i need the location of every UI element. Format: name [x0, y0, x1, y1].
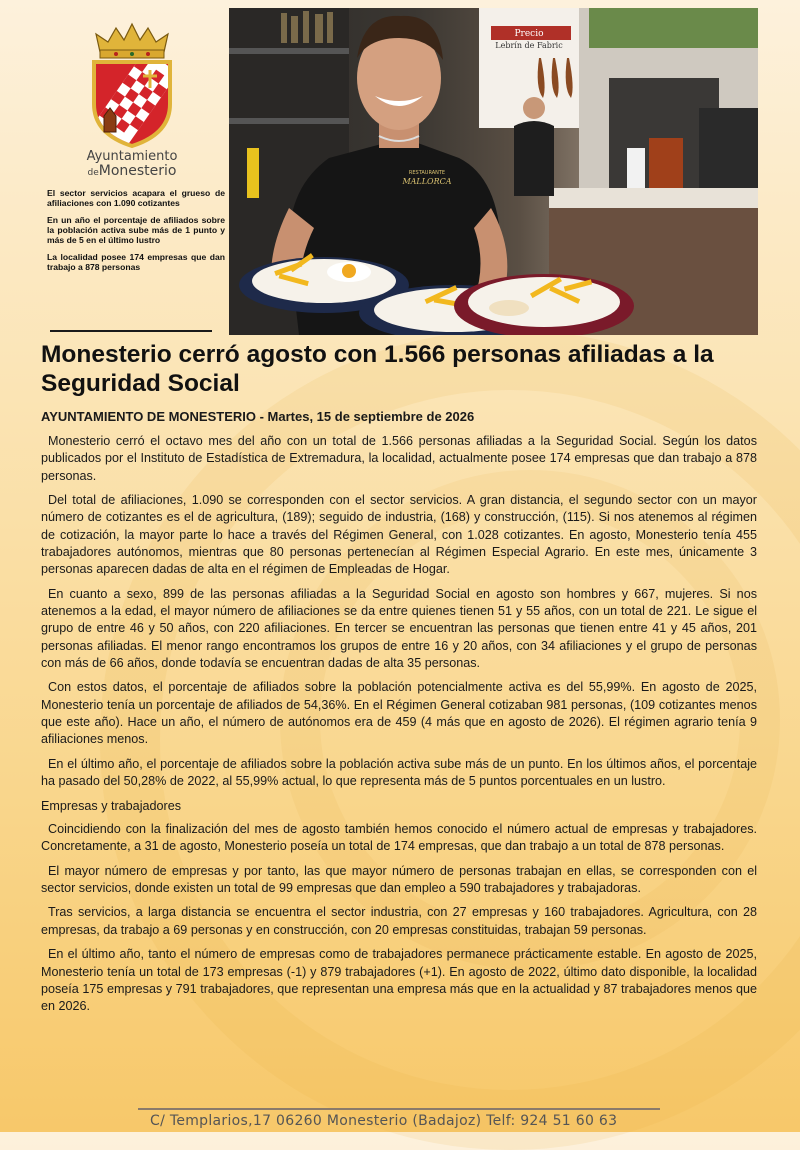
photo-badge-line-2: MALLORCA — [402, 177, 452, 186]
article-body — [41, 433, 757, 1023]
footer-address: C/ Templarios,17 06260 Monesterio (Badajoz) Telf: 924 51 60 63 — [150, 1113, 618, 1129]
highlights-sidebar — [47, 188, 225, 279]
section-subheading: Empresas y trabajadores — [41, 798, 181, 813]
sidebar-divider — [50, 330, 212, 332]
paragraph-2: Del total de afiliaciones, 1.090 se corresponden con el sector servicios. A gran distancia, el segundo sector con un mayor número de cotizantes es el de agricultura, (189); seguido de industria, (168) y construcción, (115). Si nos atenemos al régimen de cotización, la mayor parte lo hace a través del Régimen General, con 1.028 cotizantes. En agosto, Monesterio tenía 455 trabajadores autónomos, mientras que 80 personas pertenecían al Régimen Especial Agrario. En este mes, únicamente 3 personas aparecen dadas de alta en el régimen de Empleadas de Hogar. — [41, 493, 757, 577]
paragraph-4: Con estos datos, el porcentaje de afiliados sobre la población potencialmente activa es del 55,99%. En agosto de 2025, Monesterio tenía un porcentaje de afiliados de 54,36%. En el Régimen General cotizaban 981 personas, (109 cotizantes menos que este año). Hace un año, el número de autónomos era de 459 (4 más que en agosto de 2026). El régimen agrario tenía 9 afiliaciones menos. — [41, 680, 757, 747]
highlight-1: El sector servicios acapara el grueso de afiliaciones con 1.090 cotizantes — [47, 188, 225, 208]
logo-line-2-main: Monesterio — [98, 163, 177, 179]
paragraph-6: Coincidiendo con la finalización del mes de agosto también hemos conocido el número actual de empresas y trabajadores. Concretamente, a 31 de agosto, Monesterio poseía un total de 174 empresas, que dan trabajo a un total de 878 personas. — [41, 821, 757, 854]
coat-of-arms-icon — [86, 22, 178, 148]
logo-line-1: Ayuntamiento — [86, 149, 178, 164]
waiter-photo-illustration — [229, 8, 758, 335]
photo-sign-text-2: Lebrín de Fabric — [495, 41, 563, 50]
photo-sign-text: Precio — [514, 29, 544, 39]
highlight-3: La localidad posee 174 empresas que dan trabajo a 878 personas — [47, 252, 225, 272]
paragraph-9: En el último año, tanto el número de empresas como de trabajadores permanece prácticamente estable. En agosto de 2025, Monesterio tenía un total de 173 empresas (-1) y 879 trabajadores (+1). En agosto de 2022, último dato disponible, la localidad poseía 175 empresas y 791 trabajadores, que representan una empresa más que en la actualidad y 87 trabajadores menos que en 2026. — [41, 947, 757, 1014]
logo-line-2 — [52, 164, 212, 181]
paragraph-7: El mayor número de empresas y por tanto, las que mayor número de personas trabajan en ellas, se corresponden con el sector servicios, donde existen un total de 99 empresas que dan empleo a 590 trabajadores y trabajadoras. — [41, 863, 757, 895]
highlight-2: En un año el porcentaje de afiliados sobre la población activa sube más de 1 punto y más de 5 en el último lustro — [47, 215, 225, 245]
restaurant-photo — [229, 8, 758, 335]
photo-badge-line-1: RESTAURANTE — [408, 170, 446, 176]
footer-divider — [138, 1108, 660, 1110]
paragraph-1: Monesterio cerró el octavo mes del año con un total de 1.566 personas afiliadas a la Seguridad Social. Según los datos publicados por el Instituto de Estadística de Extremadura, la localidad, actualmente posee 174 empresas que dan trabajo a 878 personas. — [41, 434, 757, 483]
paragraph-8: Tras servicios, a larga distancia se encuentra el sector industria, con 27 empresas y 160 trabajadores. Agricultura, con 28 empresas, da trabajo a 69 personas y en construcción, con 20 empresas constituidas, trabajan 59 personas. — [41, 905, 757, 937]
article-headline: Monesterio cerró agosto con 1.566 personas afiliadas a la Seguridad Social — [41, 341, 714, 397]
article-byline: AYUNTAMIENTO DE MONESTERIO - Martes, 15 de septiembre de 2026 — [41, 409, 475, 424]
logo-line-2-small: de — [87, 168, 99, 178]
municipal-logo — [52, 22, 212, 181]
paragraph-3: En cuanto a sexo, 899 de las personas afiliadas a la Seguridad Social en agosto son hombres y 667, mujeres. Si nos atenemos a la edad, el mayor número de afiliaciones se da entre quienes tienen 51 y 55 años, con un total de 221. Le sigue el grupo de entre 46 y 50 años, con 220 afiliaciones. En tercer se encuentran las personas que tienen entre 41 y 45 años, 201 personas afiliadas. El menor rango encontramos los grupos de entre 16 y 20 años, con 34 afiliaciones y el grupo de personas con más de 66 años, donde todavía se encuentran dadas de alta 35 personas. — [41, 586, 757, 670]
paragraph-5: En el último año, el porcentaje de afiliados sobre la población activa sube más de un punto. En los últimos años, el porcentaje ha pasado del 50,28% de 2022, al 55,99% actual, lo que representa más de 5 puntos porcentuales en un lustro. — [41, 756, 757, 789]
